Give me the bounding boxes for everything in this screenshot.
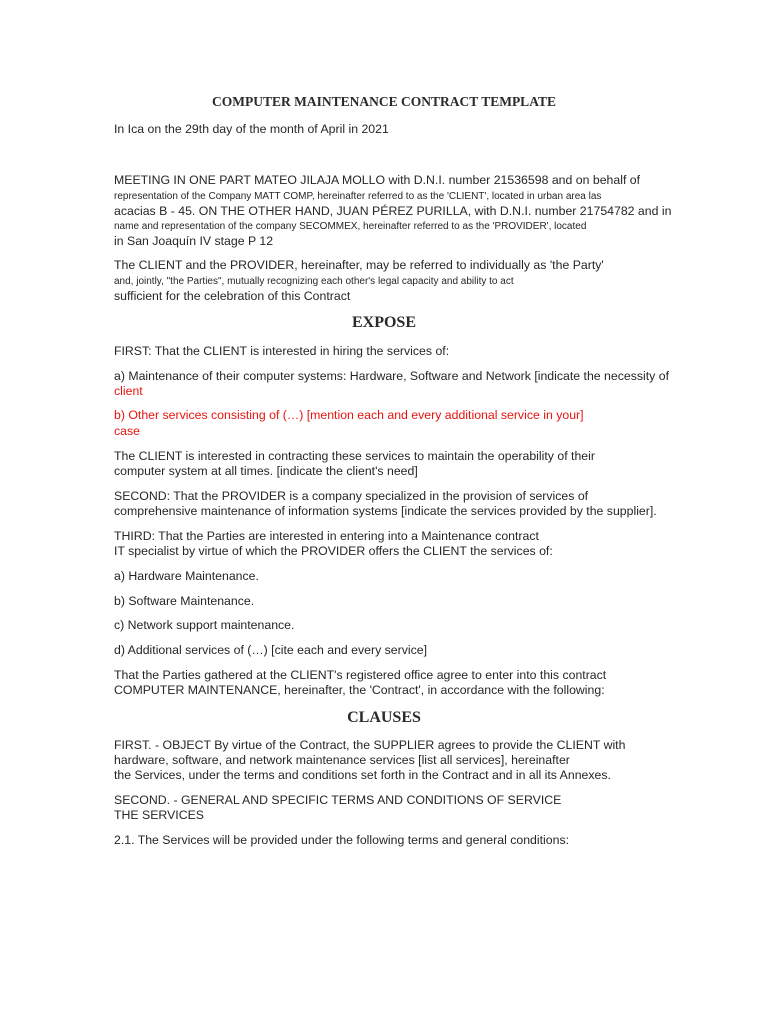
document-title: COMPUTER MAINTENANCE CONTRACT TEMPLATE <box>212 94 556 109</box>
clause-first-line-2: hardware, software, and network maintenance services [list all services], hereinafter <box>114 753 570 767</box>
second-line-1: SECOND: That the PROVIDER is a company specialized in the provision of services of <box>114 489 589 503</box>
clause-second-line-2: THE SERVICES <box>114 808 204 822</box>
service-item-a: a) Hardware Maintenance. <box>114 569 259 583</box>
clause-first-line-3: the Services, under the terms and conditions set forth in the Contract and in all its Annexes. <box>114 768 611 782</box>
client-interest-line-1: The CLIENT is interested in contracting these services to maintain the operability of their <box>114 449 595 463</box>
gathered-line-1: That the Parties gathered at the CLIENT's registered office agree to enter into this contract <box>114 668 607 682</box>
third-line-1: THIRD: That the Parties are interested in entering into a Maintenance contract <box>114 529 539 543</box>
meeting-line-2: representation of the Company MATT COMP, hereinafter referred to as the 'CLIENT', located in urban area las <box>114 191 602 202</box>
clause-first-line-1: FIRST. - OBJECT By virtue of the Contract, the SUPPLIER agrees to provide the CLIENT with <box>114 738 626 752</box>
expose-heading: EXPOSE <box>351 314 416 331</box>
second-line-2: comprehensive maintenance of information systems [indicate the services provided by the supplier]. <box>114 504 657 518</box>
place-date: In Ica on the 29th day of the month of April in 2021 <box>114 122 389 136</box>
item-a-line-1: a) Maintenance of their computer systems: Hardware, Software and Network [indicate the necessity of <box>114 369 669 383</box>
parties-line-3: sufficient for the celebration of this Contract <box>114 289 351 303</box>
gathered-line-2: COMPUTER MAINTENANCE, hereinafter, the 'Contract', in accordance with the following: <box>114 683 605 697</box>
meeting-line-5: in San Joaquín IV stage P 12 <box>114 234 274 248</box>
client-interest-line-2: computer system at all times. [indicate the client's need] <box>114 464 418 478</box>
service-item-b: b) Software Maintenance. <box>114 594 255 608</box>
meeting-line-1: MEETING IN ONE PART MATEO JILAJA MOLLO with D.N.I. number 21536598 and on behalf of <box>114 173 641 187</box>
clauses-heading: CLAUSES <box>347 709 421 726</box>
meeting-line-3: acacias B - 45. ON THE OTHER HAND, JUAN PÉREZ PURILLA, with D.N.I. number 21754782 and in <box>114 204 672 218</box>
first-statement: FIRST: That the CLIENT is interested in hiring the services of: <box>114 344 450 358</box>
meeting-line-4: name and representation of the company SECOMMEX, hereinafter referred to as the 'PROVIDER', located <box>114 221 587 232</box>
parties-line-1: The CLIENT and the PROVIDER, hereinafter, may be referred to individually as 'the Party' <box>114 258 604 272</box>
clause-second-line-1: SECOND. - GENERAL AND SPECIFIC TERMS AND CONDITIONS OF SERVICE <box>114 793 562 807</box>
service-item-d: d) Additional services of (…) [cite each and every service] <box>114 643 428 657</box>
item-b-line-2: case <box>114 424 140 438</box>
third-line-2: IT specialist by virtue of which the PROVIDER offers the CLIENT the services of: <box>114 544 553 558</box>
service-item-c: c) Network support maintenance. <box>114 618 295 632</box>
parties-line-2: and, jointly, "the Parties", mutually recognizing each other's legal capacity and ability to act <box>114 276 514 287</box>
clause-2-1: 2.1. The Services will be provided under the following terms and general conditions: <box>114 833 570 847</box>
item-a-line-2: client <box>114 384 143 398</box>
item-b-line-1: b) Other services consisting of (…) [mention each and every additional service in your] <box>114 408 584 422</box>
